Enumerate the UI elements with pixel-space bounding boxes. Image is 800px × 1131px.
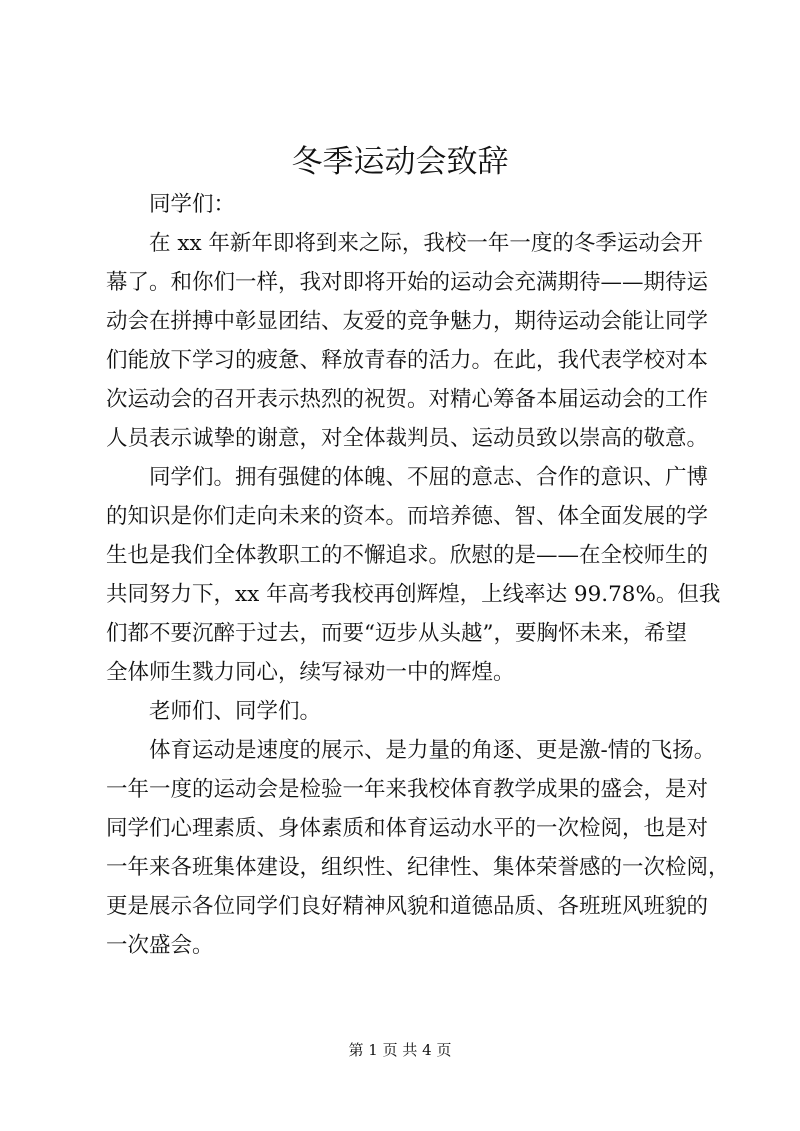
text-line: 一年来各班集体建设，组织性、纪律性、集体荣誉感的一次检阅， [106,855,730,880]
text-line: 在 xx 年新年即将到来之际，我校一年一度的冬季运动会开 [106,231,703,256]
page-footer: 第 1 页 共 4 页 [348,1041,452,1059]
text-line: 生也是我们全体教职工的不懈追求。欣慰的是——在全校师生的 [106,543,709,568]
text-line: 们能放下学习的疲惫、释放青春的活力。在此，我代表学校对本 [106,348,709,373]
text-line: 更是展示各位同学们良好精神风貌和道德品质、各班班风班貌的 [106,894,709,919]
text-line: 全体师生戮力同心，续写禄劝一中的辉煌。 [106,660,515,685]
text-line: 一年一度的运动会是检验一年来我校体育教学成果的盛会，是对 [106,777,709,802]
text-line: 次运动会的召开表示热烈的祝贺。对精心筹备本届运动会的工作 [106,387,709,412]
text-line: 同学们心理素质、身体素质和体育运动水平的一次检阅，也是对 [106,816,709,841]
text-line: 共同努力下，xx 年高考我校再创辉煌，上线率达 99.78%。但我 [106,582,721,607]
text-line: 一次盛会。 [106,933,214,958]
text-line: 的知识是你们走向未来的资本。而培养德、智、体全面发展的学 [106,504,709,529]
text-line: 动会在拼搏中彰显团结、友爱的竞争魅力，期待运动会能让同学 [106,309,709,334]
text-line: 们都不要沉醉于过去，而要“迈步从头越”，要胸怀未来，希望 [106,621,687,646]
text-line: 幕了。和你们一样，我对即将开始的运动会充满期待——期待运 [106,270,709,295]
document-body [106,185,730,965]
text-line: 同学们： [106,192,236,217]
document-title: 冬季运动会致辞 [291,144,509,180]
text-line: 体育运动是速度的展示、是力量的角逐、更是激-情的飞扬。 [106,738,716,763]
text-line: 老师们、同学们。 [106,699,322,724]
text-line: 人员表示诚挚的谢意，对全体裁判员、运动员致以崇高的敬意。 [106,426,709,451]
text-line: 同学们。拥有强健的体魄、不屈的意志、合作的意识、广博 [106,465,709,490]
